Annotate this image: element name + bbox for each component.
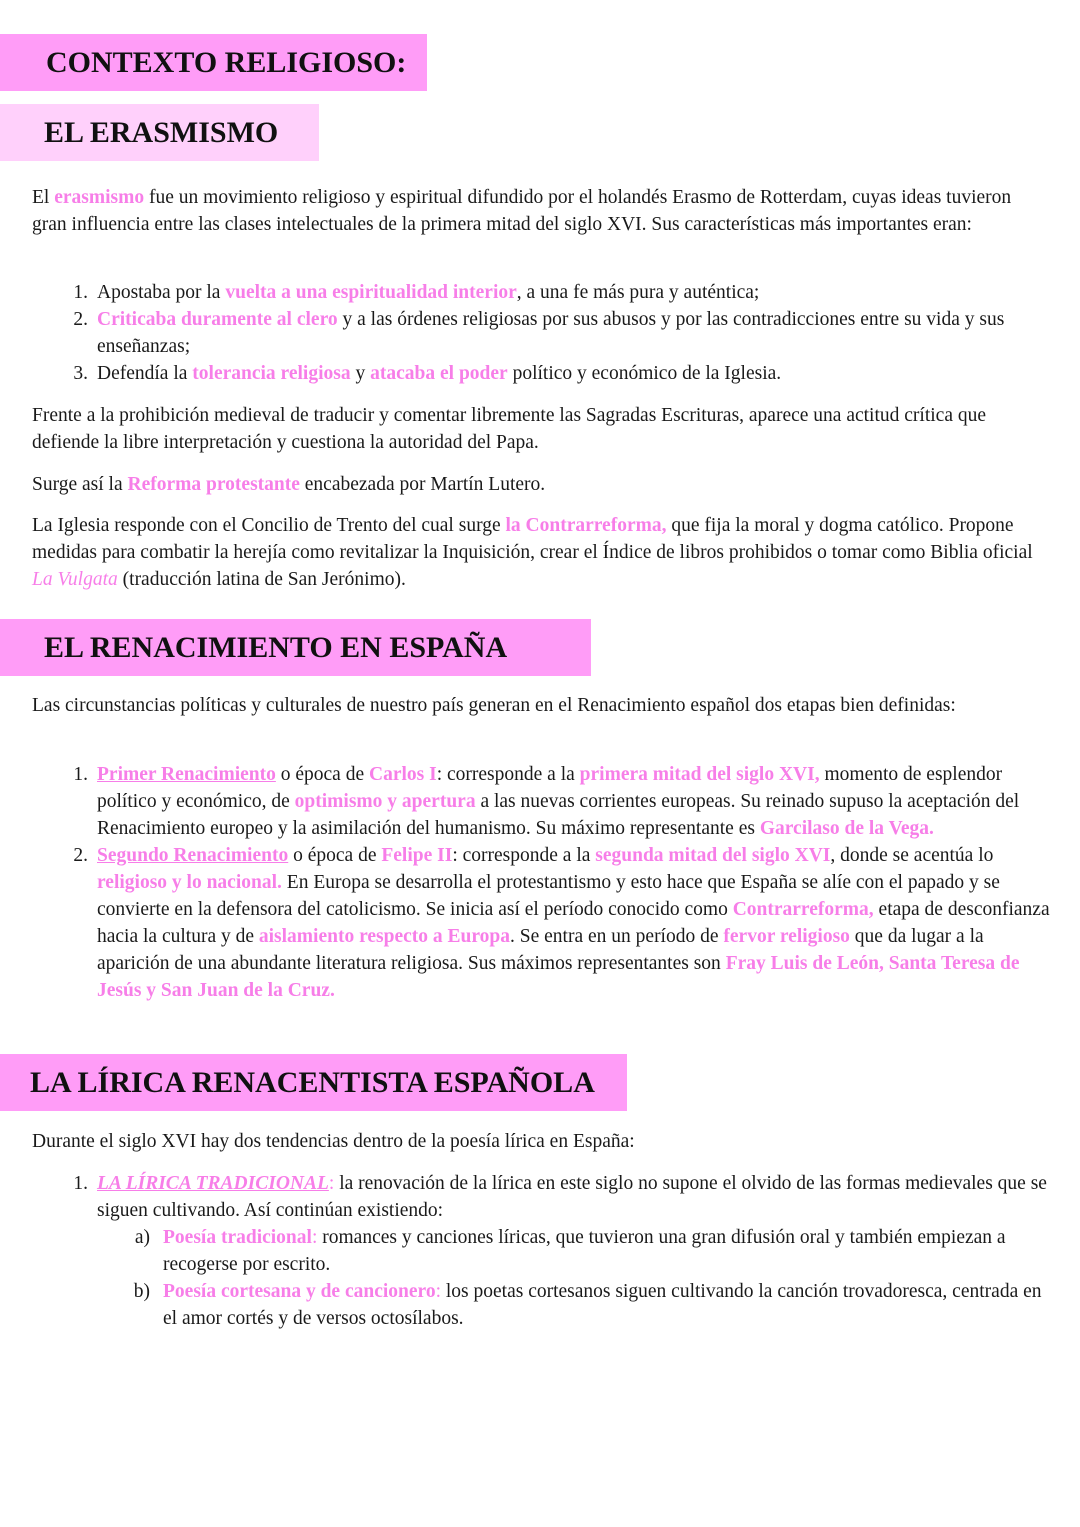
heading-contexto-religioso: CONTEXTO RELIGIOSO: [0,34,427,91]
erasmismo-p4: La Iglesia responde con el Concilio de Trento del cual surge la Contrarreforma, que fija la moral y dogma católico. Propone medidas para combatir la herejía como revitalizar la Inquisición, crear el Índice de libros prohibidos o tomar como Biblia oficial La Vulgata (traducción latina de San Jerónimo). [32,515,1033,590]
list-item: 1. Apostaba por la vuelta a una espiritualidad interior, a una fe más pura y auténtica; [73,282,760,303]
list-subitem: b) Poesía cortesana y de cancionero: los poetas cortesanos siguen cultivando la canción trovadoresca, centrada en el amor cortés y de versos octosílabos. [133,1281,1042,1329]
list-item: 1. LA LÍRICA TRADICIONAL: la renovación de la lírica en este siglo no supone el olvido de las formas medievales que se siguen cultivando. Así continúan existiendo: [73,1173,1047,1221]
list-item: 1. Primer Renacimiento o época de Carlos I: corresponde a la primera mitad del siglo XVI, momento de esplendor político y económico, de optimismo y apertura a las nuevas corrientes europeas. Su reinado supuso la aceptación del Renacimiento europeo y la asimilación del humanismo. Su máximo representante es Garcilaso de la Vega. [73,764,1020,839]
erasmismo-p2: Frente a la prohibición medieval de traducir y comentar libremente las Sagradas Escrituras, aparece una actitud crítica que defiende la libre interpretación y cuestiona la autoridad del Papa. [32,405,987,453]
heading-erasmismo: EL ERASMISMO [0,104,319,161]
erasmismo-intro: El erasmismo fue un movimiento religioso y espiritual difundido por el holandés Erasmo de Rotterdam, cuyas ideas tuvieron gran influencia entre las clases intelectuales de la primera mitad del siglo XVI. Sus características más importantes eran: [32,187,1012,235]
list-item: 3. Defendía la tolerancia religiosa y atacaba el poder político y económico de la Iglesia. [73,363,782,384]
renacimiento-intro: Las circunstancias políticas y culturales de nuestro país generan en el Renacimiento español dos etapas bien definidas: [32,695,956,716]
list-item: 2. Segundo Renacimiento o época de Felipe II: corresponde a la segunda mitad del siglo XVI, donde se acentúa lo religioso y lo nacional. En Europa se desarrolla el protestantismo y esto hace que España se alíe con el papado y se convierte en la defensora del catolicismo. Se inicia así el período conocido como Contrarreforma, etapa de desconfianza hacia la cultura y de aislamiento respecto a Europa. Se entra en un período de fervor religioso que da lugar a la aparición de una abundante literatura religiosa. Sus máximos representantes son Fray Luis de León, Santa Teresa de Jesús y San Juan de la Cruz. [73,845,1050,1001]
heading-lirica: LA LÍRICA RENACENTISTA ESPAÑOLA [0,1054,627,1111]
renacimiento-list [60,761,1050,1004]
erasmismo-p3: Surge así la Reforma protestante encabezada por Martín Lutero. [32,474,546,495]
erasmismo-list [60,279,1050,387]
list-item: 2. Criticaba duramente al clero y a las órdenes religiosas por sus abusos y por las contradicciones entre su vida y sus enseñanzas; [73,309,1005,357]
lirica-list [60,1170,1050,1332]
heading-renacimiento: EL RENACIMIENTO EN ESPAÑA [0,619,591,676]
lirica-intro: Durante el siglo XVI hay dos tendencias dentro de la poesía lírica en España: [32,1131,635,1152]
list-subitem: a) Poesía tradicional: romances y canciones líricas, que tuvieron una gran difusión oral y también empiezan a recogerse por escrito. [134,1227,1006,1275]
